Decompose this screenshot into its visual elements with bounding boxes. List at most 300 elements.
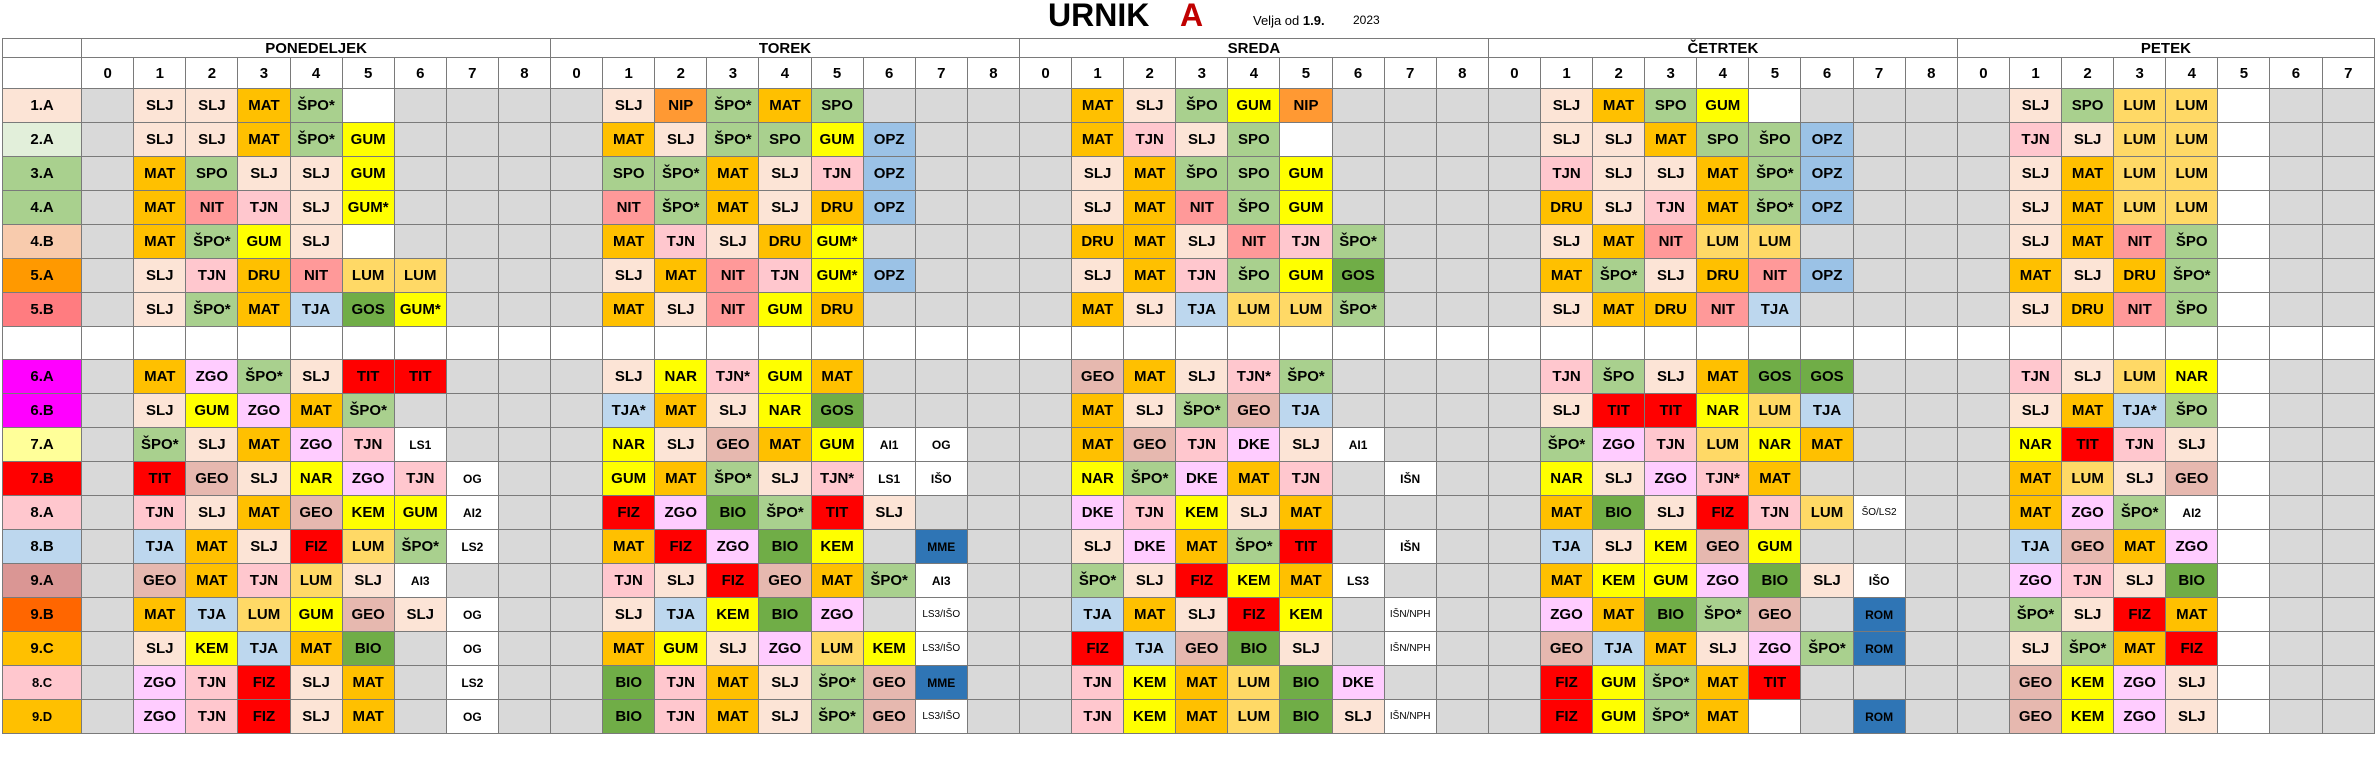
lesson-cell: ŠPO* [655, 157, 707, 191]
spacer-cell [1957, 327, 2009, 360]
spacer-cell [1593, 327, 1645, 360]
day-name: PETEK [1957, 39, 2374, 58]
lesson-cell [1488, 598, 1540, 632]
lesson-cell: FIZ [1228, 598, 1280, 632]
lesson-cell: FIZ [1697, 496, 1749, 530]
lesson-cell [1384, 428, 1436, 462]
lesson-cell: SLJ [863, 496, 915, 530]
lesson-cell: MAT [2062, 225, 2114, 259]
class-label: 8.B [3, 530, 82, 564]
lesson-cell [82, 89, 134, 123]
lesson-cell: ROM [1853, 632, 1905, 666]
class-label: 9.C [3, 632, 82, 666]
lesson-cell [498, 564, 550, 598]
spacer-cell [446, 327, 498, 360]
lesson-cell [1905, 293, 1957, 327]
lesson-cell: ŠPO* [186, 293, 238, 327]
lesson-cell [82, 394, 134, 428]
period-number: 3 [238, 58, 290, 89]
lesson-cell: ŠPO* [1332, 225, 1384, 259]
lesson-cell: GEO [1540, 632, 1592, 666]
lesson-cell: DKE [1176, 462, 1228, 496]
lesson-cell: ŠPO [1176, 89, 1228, 123]
lesson-cell: TJN [1176, 259, 1228, 293]
lesson-cell: SLJ [1332, 700, 1384, 734]
lesson-cell [967, 157, 1019, 191]
lesson-cell [2322, 530, 2375, 564]
period-number: 2 [186, 58, 238, 89]
lesson-cell [446, 123, 498, 157]
lesson-cell: SLJ [2009, 293, 2061, 327]
lesson-cell [1957, 293, 2009, 327]
lesson-cell: SLJ [238, 530, 290, 564]
day-name: ČETRTEK [1488, 39, 1957, 58]
lesson-cell: SLJ [134, 259, 186, 293]
lesson-cell: TJN [134, 496, 186, 530]
period-number: 8 [498, 58, 550, 89]
period-number: 7 [1853, 58, 1905, 89]
lesson-cell: OPZ [863, 157, 915, 191]
lesson-cell: OPZ [863, 191, 915, 225]
lesson-cell: MAT [707, 191, 759, 225]
lesson-cell: GUM [655, 632, 707, 666]
lesson-cell: ŠPO* [290, 89, 342, 123]
lesson-cell: SLJ [1176, 598, 1228, 632]
lesson-cell [498, 496, 550, 530]
lesson-cell: TJN [186, 666, 238, 700]
lesson-cell: GUM* [811, 259, 863, 293]
lesson-cell [1957, 632, 2009, 666]
lesson-cell [2322, 496, 2375, 530]
lesson-cell: ZGO [1697, 564, 1749, 598]
lesson-cell: KEM [2062, 700, 2114, 734]
lesson-cell: DRU [759, 225, 811, 259]
lesson-cell: NIT [707, 293, 759, 327]
lesson-cell: SLJ [603, 89, 655, 123]
lesson-cell: MAT [1280, 496, 1332, 530]
lesson-cell [498, 462, 550, 496]
lesson-cell [1332, 530, 1384, 564]
class-label: 2.A [3, 123, 82, 157]
lesson-cell: MAT [186, 564, 238, 598]
period-number: 0 [82, 58, 134, 89]
lesson-cell: SPO [1228, 157, 1280, 191]
lesson-cell [2218, 666, 2270, 700]
lesson-cell: TJN [811, 157, 863, 191]
lesson-cell: ROM [1853, 700, 1905, 734]
lesson-cell: GUM [759, 293, 811, 327]
lesson-cell [915, 394, 967, 428]
lesson-cell [551, 530, 603, 564]
lesson-cell: MME [915, 666, 967, 700]
lesson-cell: MAT [2009, 259, 2061, 293]
lesson-cell: GUM [342, 123, 394, 157]
lesson-cell [551, 462, 603, 496]
lesson-cell: ZGO [2166, 530, 2218, 564]
lesson-cell: MAT [2114, 632, 2166, 666]
lesson-cell [1436, 259, 1488, 293]
lesson-cell [498, 157, 550, 191]
lesson-cell [967, 123, 1019, 157]
lesson-cell: OPZ [1801, 123, 1853, 157]
lesson-cell: SLJ [707, 394, 759, 428]
lesson-cell: MAT [342, 666, 394, 700]
lesson-cell [2270, 428, 2322, 462]
lesson-cell: FIZ [655, 530, 707, 564]
lesson-cell [967, 598, 1019, 632]
lesson-cell: GUM* [394, 293, 446, 327]
period-number: 0 [1488, 58, 1540, 89]
period-number: 8 [1436, 58, 1488, 89]
lesson-cell: NIP [1280, 89, 1332, 123]
lesson-cell [2322, 632, 2375, 666]
lesson-cell: LUM [811, 632, 863, 666]
lesson-cell: TJN [238, 191, 290, 225]
period-number: 6 [2270, 58, 2322, 89]
lesson-cell [2218, 462, 2270, 496]
lesson-cell: TJN [1540, 157, 1592, 191]
lesson-cell [915, 191, 967, 225]
lesson-cell [394, 394, 446, 428]
lesson-cell [394, 89, 446, 123]
lesson-cell [498, 259, 550, 293]
lesson-cell: KEM [1124, 666, 1176, 700]
lesson-cell: TIT [1645, 394, 1697, 428]
lesson-cell: GUM [342, 157, 394, 191]
lesson-cell: NIP [655, 89, 707, 123]
lesson-cell [1801, 666, 1853, 700]
lesson-cell: MAT [655, 394, 707, 428]
period-number: 2 [2062, 58, 2114, 89]
lesson-cell [82, 225, 134, 259]
class-label: 4.A [3, 191, 82, 225]
spacer-cell [2270, 327, 2322, 360]
lesson-cell: FIZ [1176, 564, 1228, 598]
lesson-cell: NAR [1749, 428, 1801, 462]
class-row [3, 666, 2375, 700]
lesson-cell [1019, 462, 1071, 496]
lesson-cell: TJN [2009, 123, 2061, 157]
lesson-cell [1853, 259, 1905, 293]
lesson-cell [2218, 89, 2270, 123]
class-row [3, 293, 2375, 327]
lesson-cell: BIO [603, 700, 655, 734]
lesson-cell [1853, 360, 1905, 394]
lesson-cell [2270, 632, 2322, 666]
lesson-cell: SLJ [707, 225, 759, 259]
lesson-cell [1436, 666, 1488, 700]
lesson-cell: LS3/IŠO [915, 700, 967, 734]
spacer-cell [394, 327, 446, 360]
lesson-cell: ŠPO* [1697, 598, 1749, 632]
spacer-cell [3, 327, 82, 360]
lesson-cell [82, 123, 134, 157]
lesson-cell [1905, 191, 1957, 225]
lesson-cell: KEM [1280, 598, 1332, 632]
lesson-cell: OPZ [1801, 259, 1853, 293]
lesson-cell: SLJ [1645, 496, 1697, 530]
lesson-cell: GEO [1749, 598, 1801, 632]
lesson-cell: LUM [1228, 700, 1280, 734]
lesson-cell: MAT [238, 123, 290, 157]
lesson-cell: ZGO [186, 360, 238, 394]
lesson-cell: MAT [1072, 293, 1124, 327]
lesson-cell [498, 530, 550, 564]
lesson-cell: MAT [1697, 700, 1749, 734]
lesson-cell: LS1 [394, 428, 446, 462]
lesson-cell [1384, 293, 1436, 327]
lesson-cell [1488, 225, 1540, 259]
spacer-cell [1019, 327, 1071, 360]
lesson-cell [1905, 530, 1957, 564]
lesson-cell [1853, 123, 1905, 157]
lesson-cell: SLJ [759, 157, 811, 191]
lesson-cell: NIT [1697, 293, 1749, 327]
lesson-cell: DKE [1332, 666, 1384, 700]
spacer-cell [1072, 327, 1124, 360]
lesson-cell: TJN [186, 259, 238, 293]
lesson-cell: ZGO [1593, 428, 1645, 462]
lesson-cell [394, 632, 446, 666]
lesson-cell: LS2 [446, 666, 498, 700]
lesson-cell: ŠPO* [655, 191, 707, 225]
lesson-cell [1436, 360, 1488, 394]
lesson-cell: NAR [603, 428, 655, 462]
lesson-cell [446, 394, 498, 428]
lesson-cell [1488, 496, 1540, 530]
lesson-cell: ZGO [1645, 462, 1697, 496]
lesson-cell [551, 259, 603, 293]
lesson-cell [967, 428, 1019, 462]
lesson-cell: GUM [811, 123, 863, 157]
lesson-cell: SLJ [2009, 89, 2061, 123]
lesson-cell: MAT [1072, 123, 1124, 157]
spacer-cell [1384, 327, 1436, 360]
lesson-cell: GUM* [342, 191, 394, 225]
lesson-cell: ŠPO [2166, 293, 2218, 327]
lesson-cell: NAR [759, 394, 811, 428]
lesson-cell: DRU [2114, 259, 2166, 293]
lesson-cell: GEO [1124, 428, 1176, 462]
lesson-cell: KEM [811, 530, 863, 564]
lesson-cell: LUM [342, 259, 394, 293]
lesson-cell [1488, 700, 1540, 734]
lesson-cell: ZGO [2009, 564, 2061, 598]
lesson-cell: ŠPO* [1645, 666, 1697, 700]
lesson-cell: ŠPO* [1801, 632, 1853, 666]
lesson-cell: ZGO [1749, 632, 1801, 666]
period-number: 1 [2009, 58, 2061, 89]
lesson-cell: LUM [2062, 462, 2114, 496]
lesson-cell [2218, 632, 2270, 666]
lesson-cell [2270, 564, 2322, 598]
lesson-cell: NAR [1072, 462, 1124, 496]
lesson-cell [1436, 564, 1488, 598]
lesson-cell: LUM [1697, 225, 1749, 259]
lesson-cell [1436, 225, 1488, 259]
lesson-cell: ŠPO* [2114, 496, 2166, 530]
class-label: 8.C [3, 666, 82, 700]
lesson-cell: SPO [603, 157, 655, 191]
lesson-cell: SLJ [238, 462, 290, 496]
lesson-cell [1488, 394, 1540, 428]
lesson-cell: DRU [2062, 293, 2114, 327]
lesson-cell [2218, 700, 2270, 734]
lesson-cell [498, 225, 550, 259]
lesson-cell [1488, 191, 1540, 225]
lesson-cell: LS3 [1332, 564, 1384, 598]
lesson-cell: TJN [1645, 428, 1697, 462]
lesson-cell [2322, 259, 2375, 293]
period-number: 2 [1124, 58, 1176, 89]
valid-date: 1.9. [1302, 13, 1325, 28]
spacer-cell [2062, 327, 2114, 360]
class-row [3, 394, 2375, 428]
lesson-cell: ŠPO [1749, 123, 1801, 157]
lesson-cell [1957, 191, 2009, 225]
spacer-cell [1749, 327, 1801, 360]
lesson-cell: MAT [1124, 360, 1176, 394]
lesson-cell: ZGO [707, 530, 759, 564]
lesson-cell [2270, 123, 2322, 157]
spacer-cell [238, 327, 290, 360]
lesson-cell [2218, 394, 2270, 428]
lesson-cell [1019, 598, 1071, 632]
lesson-cell: GEO [2009, 666, 2061, 700]
lesson-cell: MAT [655, 259, 707, 293]
lesson-cell: LS3/IŠO [915, 632, 967, 666]
lesson-cell: GUM [1593, 666, 1645, 700]
lesson-cell: MAT [238, 293, 290, 327]
period-number: 6 [1332, 58, 1384, 89]
lesson-cell: NAR [2009, 428, 2061, 462]
lesson-cell: ZGO [134, 700, 186, 734]
lesson-cell: GEO [290, 496, 342, 530]
lesson-cell: LUM [290, 564, 342, 598]
lesson-cell: MAT [759, 428, 811, 462]
lesson-cell: ŠPO [2166, 225, 2218, 259]
lesson-cell: ZGO [290, 428, 342, 462]
class-row [3, 225, 2375, 259]
lesson-cell [551, 666, 603, 700]
lesson-cell: GOS [1749, 360, 1801, 394]
lesson-cell [1749, 700, 1801, 734]
lesson-cell: TJA [1749, 293, 1801, 327]
lesson-cell [967, 89, 1019, 123]
lesson-cell [498, 123, 550, 157]
lesson-cell: MAT [1124, 225, 1176, 259]
class-row [3, 89, 2375, 123]
class-label: 9.B [3, 598, 82, 632]
lesson-cell: GUM [1645, 564, 1697, 598]
lesson-cell [1853, 293, 1905, 327]
lesson-cell [1957, 225, 2009, 259]
lesson-cell: GUM [1228, 89, 1280, 123]
lesson-cell: GEO [863, 700, 915, 734]
lesson-cell: ŠPO* [1124, 462, 1176, 496]
lesson-cell: ŠPO* [863, 564, 915, 598]
lesson-cell [1905, 157, 1957, 191]
lesson-cell: TJN [1749, 496, 1801, 530]
lesson-cell [82, 632, 134, 666]
lesson-cell: GEO [759, 564, 811, 598]
lesson-cell [1957, 530, 2009, 564]
lesson-cell: ŠPO* [707, 89, 759, 123]
lesson-cell [1384, 360, 1436, 394]
lesson-cell: DRU [811, 293, 863, 327]
lesson-cell: ŠPO [1176, 157, 1228, 191]
lesson-cell: MAT [1645, 632, 1697, 666]
lesson-cell [863, 394, 915, 428]
lesson-cell: OPZ [863, 259, 915, 293]
lesson-cell [1019, 564, 1071, 598]
lesson-cell [551, 225, 603, 259]
spacer-cell [2009, 327, 2061, 360]
lesson-cell: SLJ [1540, 89, 1592, 123]
class-label: 4.B [3, 225, 82, 259]
lesson-cell: TJN [1645, 191, 1697, 225]
lesson-cell [967, 564, 1019, 598]
lesson-cell [1957, 462, 2009, 496]
lesson-cell: ŠPO* [1540, 428, 1592, 462]
lesson-cell: IŠN/NPH [1384, 598, 1436, 632]
lesson-cell: TIT [134, 462, 186, 496]
lesson-cell: NIT [2114, 293, 2166, 327]
lesson-cell [1488, 428, 1540, 462]
lesson-cell: TJN [1072, 700, 1124, 734]
lesson-cell: AI3 [394, 564, 446, 598]
lesson-cell [82, 666, 134, 700]
lesson-cell [1384, 191, 1436, 225]
lesson-cell [1853, 89, 1905, 123]
lesson-cell: KEM [342, 496, 394, 530]
lesson-cell: LUM [1697, 428, 1749, 462]
lesson-cell [1488, 462, 1540, 496]
lesson-cell: ŠPO* [707, 123, 759, 157]
period-number: 4 [1697, 58, 1749, 89]
lesson-cell [446, 191, 498, 225]
period-number: 0 [1957, 58, 2009, 89]
lesson-cell: GEO [342, 598, 394, 632]
lesson-cell: MAT [134, 360, 186, 394]
lesson-cell: SLJ [290, 360, 342, 394]
lesson-cell [967, 666, 1019, 700]
lesson-cell: LUM [1749, 225, 1801, 259]
lesson-cell: TIT [2062, 428, 2114, 462]
lesson-cell: SLJ [1072, 191, 1124, 225]
lesson-cell: BIO [2166, 564, 2218, 598]
lesson-cell [2322, 89, 2375, 123]
lesson-cell: NAR [2166, 360, 2218, 394]
lesson-cell: ZGO [655, 496, 707, 530]
lesson-cell: TIT [1593, 394, 1645, 428]
lesson-cell [1957, 89, 2009, 123]
lesson-cell: GOS [1332, 259, 1384, 293]
lesson-cell [1488, 89, 1540, 123]
lesson-cell [1488, 666, 1540, 700]
lesson-cell: FIZ [238, 666, 290, 700]
spacer-cell [82, 327, 134, 360]
lesson-cell [2270, 666, 2322, 700]
lesson-cell [2270, 293, 2322, 327]
lesson-cell: SLJ [1540, 225, 1592, 259]
lesson-cell [2322, 394, 2375, 428]
period-number: 5 [1280, 58, 1332, 89]
lesson-cell: SPO [1228, 123, 1280, 157]
lesson-cell [967, 225, 1019, 259]
lesson-cell: MAT [603, 123, 655, 157]
lesson-cell [1019, 157, 1071, 191]
